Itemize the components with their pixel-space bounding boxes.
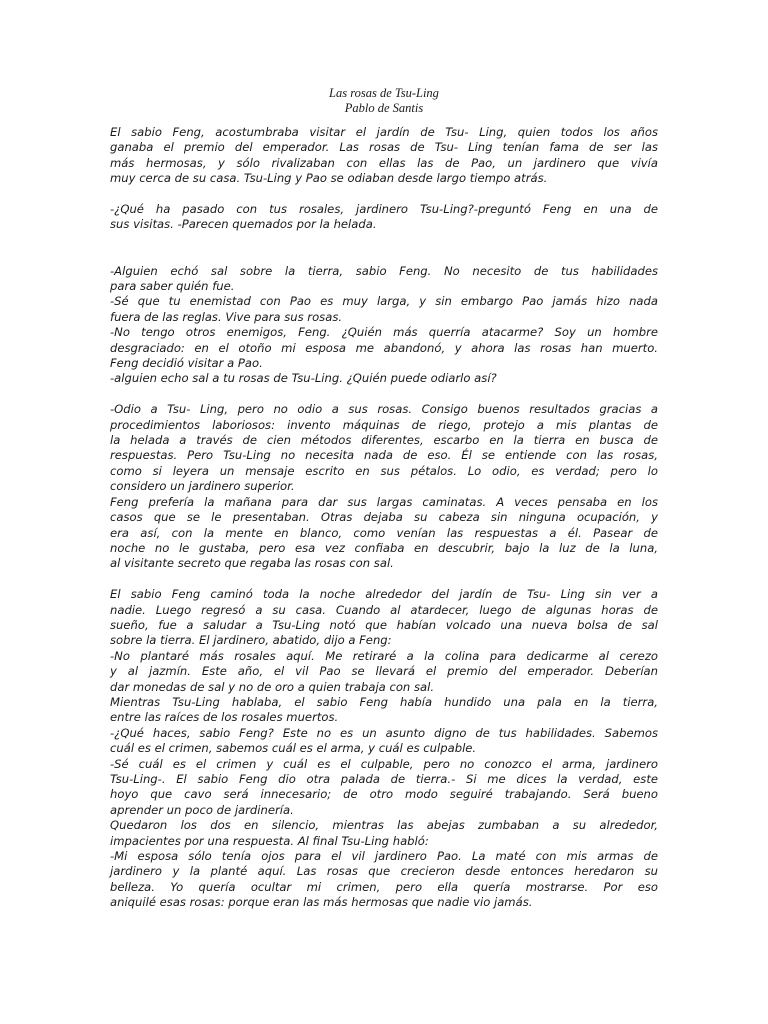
text-line: -Sé cuál es el crimen y cuál es el culpable, pero no conozco el arma, jardinero bbox=[110, 756, 658, 771]
text-line: -Odio a Tsu- Ling, pero no odio a sus rosas. Consigo buenos resultados gracias a bbox=[110, 402, 658, 417]
text-line: Feng decidió visitar a Pao. bbox=[110, 356, 263, 371]
text-line: al visitante secreto que regaba las rosas con sal. bbox=[110, 556, 394, 571]
text-line: -No tengo otros enemigos, Feng. ¿Quién más querría atacarme? Soy un hombre bbox=[110, 325, 658, 340]
text-line: ganaba el premio del emperador. Las rosas de Tsu- Ling tenían fama de ser las bbox=[110, 140, 658, 155]
text-line: procedimientos laboriosos: invento máquinas de riego, protejo a mis plantas de bbox=[110, 417, 658, 432]
document-header bbox=[0, 86, 768, 116]
story-body bbox=[110, 125, 658, 911]
text-line: Feng prefería la mañana para dar sus largas caminatas. A veces pensaba en los bbox=[110, 494, 658, 509]
text-line: era así, con la mente en blanco, como venían las respuestas a él. Pasear de bbox=[110, 525, 658, 540]
text-line: impacientes por una respuesta. Al final Tsu-Ling habló: bbox=[110, 833, 429, 848]
text-line: belleza. Yo quería ocultar mi crimen, pero ella quería mostrarse. Por eso bbox=[110, 879, 658, 894]
text-line: y al jazmín. Este año, el vil Pao se llevará el premio del emperador. Deberían bbox=[110, 664, 658, 679]
story-author: Pablo de Santis bbox=[344, 101, 424, 115]
text-line: Mientras Tsu-Ling hablaba, el sabio Feng había hundido una pala en la tierra, bbox=[110, 694, 658, 709]
text-line: -¿Qué haces, sabio Feng? Este no es un asunto digno de tus habilidades. Sabemos bbox=[110, 725, 658, 740]
text-line: sus visitas. -Parecen quemados por la helada. bbox=[110, 217, 377, 232]
text-line: como si leyera un mensaje escrito en sus pétalos. Lo odio, es verdad; pero lo bbox=[110, 463, 658, 478]
text-line: -No plantaré más rosales aquí. Me retiraré a la colina para dedicarme al cerezo bbox=[110, 648, 658, 663]
text-line: -Mi esposa sólo tenía ojos para el vil jardinero Pao. La maté con mis armas de bbox=[110, 849, 658, 864]
text-line: -Alguien echó sal sobre la tierra, sabio Feng. No necesito de tus habilidades bbox=[110, 263, 658, 278]
text-line: entre las raíces de los rosales muertos. bbox=[110, 710, 339, 725]
text-line: cuál es el crimen, sabemos cuál es el arma, y cuál es culpable. bbox=[110, 741, 477, 756]
text-line: Tsu-Ling-. El sabio Feng dio otra palada de tierra.- Si me dices la verdad, este bbox=[110, 772, 658, 786]
text-line: nadie. Luego regresó a su casa. Cuando al atardecer, luego de algunas horas de bbox=[110, 602, 658, 617]
paragraph-gap bbox=[110, 233, 658, 264]
text-line: jardinero y la planté aquí. Las rosas que crecieron desde entonces heredaron su bbox=[110, 864, 658, 879]
text-line: muy cerca de su casa. Tsu-Ling y Pao se odiaban desde largo tiempo atrás. bbox=[110, 171, 548, 186]
paragraph-gap bbox=[110, 187, 658, 202]
text-line: aprender un poco de jardinería. bbox=[110, 802, 294, 817]
text-line: -¿Qué ha pasado con tus rosales, jardinero Tsu-Ling?-preguntó Feng en una de bbox=[110, 202, 658, 217]
text-line: más hermosas, y sólo rivalizaban con ellas las de Pao, un jardinero que vivía bbox=[110, 155, 658, 170]
paragraph-gap bbox=[110, 572, 658, 587]
text-line: sobre la tierra. El jardinero, abatido, dijo a Feng: bbox=[110, 633, 392, 648]
text-line: para saber quién fue. bbox=[110, 279, 235, 294]
text-line: dar monedas de sal y no de oro a quien trabaja con sal. bbox=[110, 679, 435, 694]
text-line: hoyo que cavo será innecesario; de otro modo seguiré trabajando. Será bueno bbox=[110, 787, 658, 802]
paragraph-gap bbox=[110, 387, 658, 402]
story-title: Las rosas de Tsu-Ling bbox=[329, 86, 439, 100]
text-line: la helada a través de cien métodos diferentes, escarbo en la tierra en busca de bbox=[110, 433, 658, 448]
text-line: aniquilé esas rosas: porque eran las más hermosas que nadie vio jamás. bbox=[110, 895, 533, 910]
text-line: considero un jardinero superior. bbox=[110, 479, 295, 494]
text-line: El sabio Feng caminó toda la noche alrededor del jardín de Tsu- Ling sin ver a bbox=[110, 587, 658, 602]
text-line: respuestas. Pero Tsu-Ling no necesita nada de eso. Él se entiende con las rosas, bbox=[110, 448, 658, 463]
text-line: -Sé que tu enemistad con Pao es muy larga, y sin embargo Pao jamás hizo nada bbox=[110, 294, 658, 309]
text-line: Quedaron los dos en silencio, mientras las abejas zumbaban a su alrededor, bbox=[110, 818, 658, 833]
text-line: casos que se le presentaban. Otras dejaba su cabeza sin ninguna ocupación, y bbox=[110, 510, 658, 525]
text-line: sueño, fue a saludar a Tsu-Ling notó que habían volcado una nueva bolsa de sal bbox=[110, 617, 658, 632]
text-line: fuera de las reglas. Vive para sus rosas. bbox=[110, 309, 343, 324]
text-line: noche no le gustaba, pero esa vez confiaba en descubrir, bajo la luz de la luna, bbox=[110, 540, 658, 555]
text-line: desgraciado: en el otoño mi esposa me abandonó, y ahora las rosas han muerto. bbox=[110, 340, 658, 355]
text-line: -alguien echo sal a tu rosas de Tsu-Ling. ¿Quién puede odiarlo así? bbox=[110, 371, 497, 386]
text-line: El sabio Feng, acostumbraba visitar el jardín de Tsu- Ling, quien todos los años bbox=[110, 125, 658, 139]
